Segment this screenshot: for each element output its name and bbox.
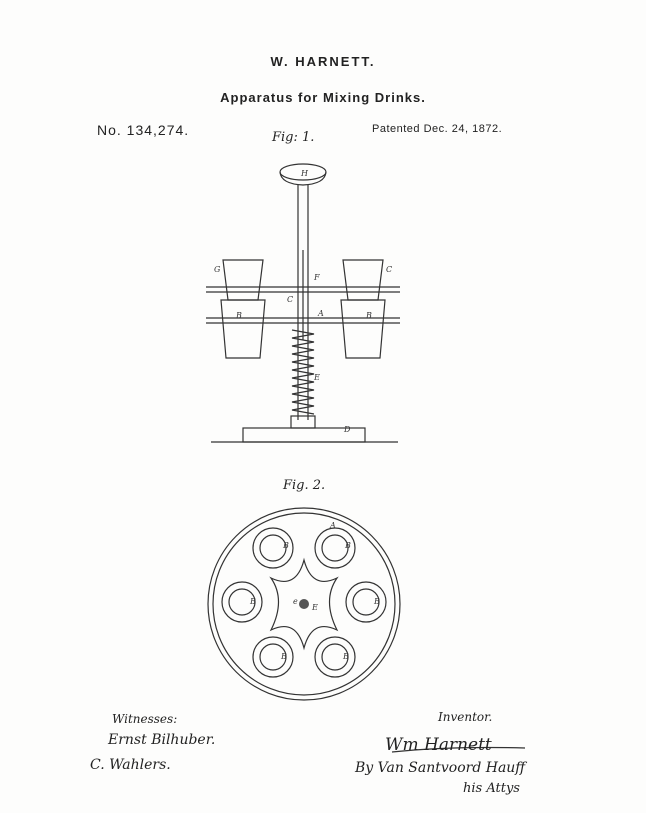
fig1-part-label: A	[318, 309, 324, 318]
right-lower-cup	[341, 300, 385, 358]
patent-number: No. 134,274.	[97, 122, 190, 138]
fig2-part-label: B	[281, 652, 287, 661]
fig1-part-label: C	[386, 265, 393, 274]
inventor-heading: Inventor.	[438, 710, 493, 724]
fig1-part-label: E	[314, 373, 320, 382]
patent-date: Patented Dec. 24, 1872.	[372, 123, 503, 135]
patent-title: Apparatus for Mixing Drinks.	[220, 90, 426, 105]
fig1-part-label: D	[344, 425, 351, 434]
fig1-part-label: B	[366, 311, 372, 320]
spring	[292, 330, 314, 414]
left-lower-cup	[221, 300, 265, 358]
fig1-part-label: G	[214, 265, 221, 274]
inventor-name: W. HARNETT.	[270, 54, 376, 69]
fig2-part-label: B	[343, 652, 349, 661]
center-pivot	[299, 599, 309, 609]
fig1-part-label: C	[287, 295, 294, 304]
fig2-part-label: B	[283, 541, 289, 550]
attorney-signature: By Van Santvoord Hauff	[355, 760, 526, 776]
fig1-part-label: H	[301, 169, 308, 178]
fig1-label: Fig: 1.	[272, 130, 315, 145]
fig1-drawing	[206, 164, 400, 442]
fig2-part-label: E	[312, 603, 318, 612]
right-upper-cup	[343, 260, 383, 300]
witness-signature-2: C. Wahlers.	[90, 757, 171, 773]
witness-signature-1: Ernst Bilhuber.	[108, 732, 216, 748]
spring-collar	[291, 416, 315, 428]
fig2-part-label: B	[250, 597, 256, 606]
fig2-label: Fig. 2.	[283, 478, 326, 493]
fig2-part-label: B	[374, 597, 380, 606]
fig2-part-label: A	[330, 521, 336, 530]
fig1-part-label: B	[236, 311, 242, 320]
fig2-part-label: B	[345, 541, 351, 550]
fig2-part-label: e	[293, 597, 298, 606]
witnesses-heading: Witnesses:	[112, 712, 178, 726]
inventor-signature: Wm Harnett	[385, 735, 492, 755]
left-upper-cup	[223, 260, 263, 300]
attorney-label: his Attys	[463, 781, 520, 796]
fig2-drawing	[208, 508, 400, 700]
fig1-part-label: F	[314, 273, 320, 282]
